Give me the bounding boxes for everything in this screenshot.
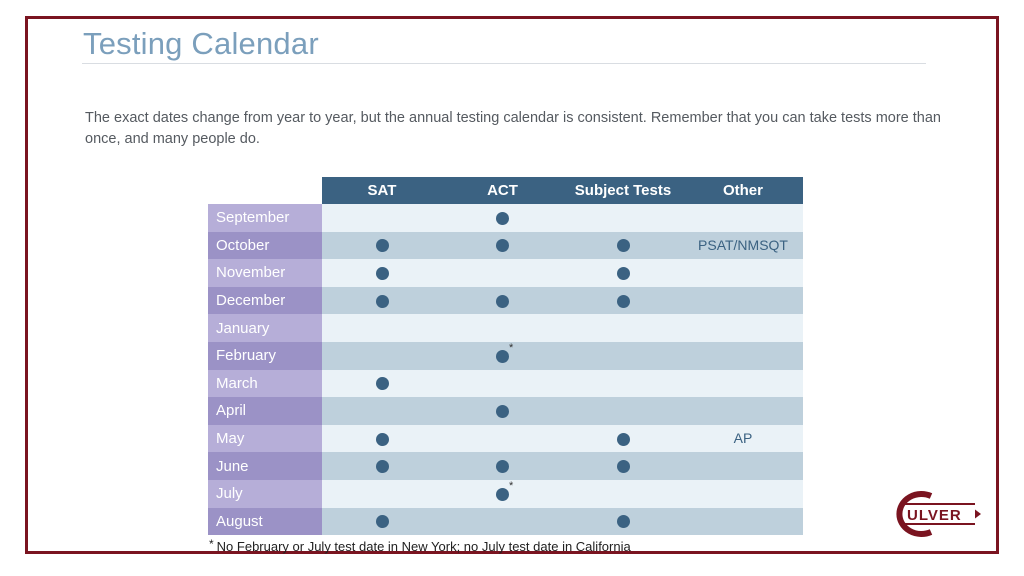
other-cell [683,287,803,315]
test-date-dot [496,460,509,473]
act-cell [442,259,563,287]
subject-tests-cell [563,425,683,453]
test-date-dot [376,267,389,280]
table-row [208,508,803,536]
act-cell [442,452,563,480]
month-label: December [208,287,322,315]
subject-tests-cell [563,232,683,260]
other-cell [683,232,803,260]
header-subject-tests: Subject Tests [563,177,683,204]
header-sat: SAT [322,177,442,204]
sat-cell [322,508,442,536]
header-blank-cell [208,177,322,204]
test-date-dot [376,515,389,528]
test-date-dot [376,460,389,473]
other-cell [683,259,803,287]
table-row [208,314,803,342]
table-row [208,452,803,480]
footnote-marker: * [509,479,514,492]
other-cell [683,204,803,232]
sat-cell [322,342,442,370]
subject-tests-cell [563,342,683,370]
test-date-dot [496,341,514,363]
sat-cell [322,452,442,480]
subject-tests-cell [563,452,683,480]
other-test-label: PSAT/NMSQT [698,236,788,253]
test-date-dot [376,377,389,390]
logo-text: ULVER [907,507,962,524]
title-divider [82,63,926,64]
month-label: September [208,204,322,232]
month-label: March [208,370,322,398]
footnote-text: No February or July test date in New York; no July test date in California [216,539,631,554]
test-date-dot [617,433,630,446]
sat-cell [322,314,442,342]
table-row [208,204,803,232]
subject-tests-cell [563,508,683,536]
intro-paragraph: The exact dates change from year to year, but the annual testing calendar is consistent. Remember that you can take tests more than once, and many people do. [85,110,941,147]
test-date-dot [617,460,630,473]
act-cell [442,342,563,370]
month-label: July [208,480,322,508]
test-date-dot [617,239,630,252]
header-other: Other [683,177,803,204]
footnote-marker: * [509,341,514,354]
month-label: April [208,397,322,425]
table-row [208,425,803,453]
month-label: October [208,232,322,260]
other-cell [683,342,803,370]
sat-cell [322,259,442,287]
test-date-dot [496,239,509,252]
act-cell [442,370,563,398]
subject-tests-cell [563,397,683,425]
table-header-row [208,177,803,204]
page-title: Testing Calendar [83,26,319,61]
subject-tests-cell [563,204,683,232]
act-cell [442,480,563,508]
sat-cell [322,204,442,232]
act-cell [442,425,563,453]
table-row [208,259,803,287]
test-date-dot [376,239,389,252]
sat-cell [322,287,442,315]
table-row [208,370,803,398]
other-cell [683,508,803,536]
subject-tests-cell [563,287,683,315]
sat-cell [322,480,442,508]
test-date-dot [496,212,509,225]
month-label: May [208,425,322,453]
sat-cell [322,425,442,453]
other-cell [683,397,803,425]
subject-tests-cell [563,370,683,398]
footnote-marker: * [209,537,214,551]
test-date-dot [617,267,630,280]
sat-cell [322,370,442,398]
act-cell [442,314,563,342]
month-label: November [208,259,322,287]
test-date-dot [496,405,509,418]
act-cell [442,397,563,425]
test-date-dot [376,295,389,308]
month-label: June [208,452,322,480]
other-test-label: AP [733,430,753,447]
act-cell [442,232,563,260]
footnote [209,539,631,554]
table-row [208,397,803,425]
other-cell [683,452,803,480]
month-label: January [208,314,322,342]
header-act: ACT [442,177,563,204]
test-date-dot [496,295,509,308]
other-cell [683,425,803,453]
subject-tests-cell [563,259,683,287]
act-cell [442,204,563,232]
table-row [208,287,803,315]
table-row [208,342,803,370]
act-cell [442,287,563,315]
subject-tests-cell [563,480,683,508]
testing-calendar-table [208,177,803,535]
month-label: August [208,508,322,536]
subject-tests-cell [563,314,683,342]
other-cell [683,314,803,342]
table-row [208,480,803,508]
test-date-dot [617,515,630,528]
sat-cell [322,232,442,260]
test-date-dot [496,479,514,501]
test-date-dot [376,433,389,446]
other-cell [683,370,803,398]
other-cell [683,480,803,508]
month-label: February [208,342,322,370]
culver-logo [893,490,983,538]
table-row [208,232,803,260]
sat-cell [322,397,442,425]
test-date-dot [617,295,630,308]
act-cell [442,508,563,536]
